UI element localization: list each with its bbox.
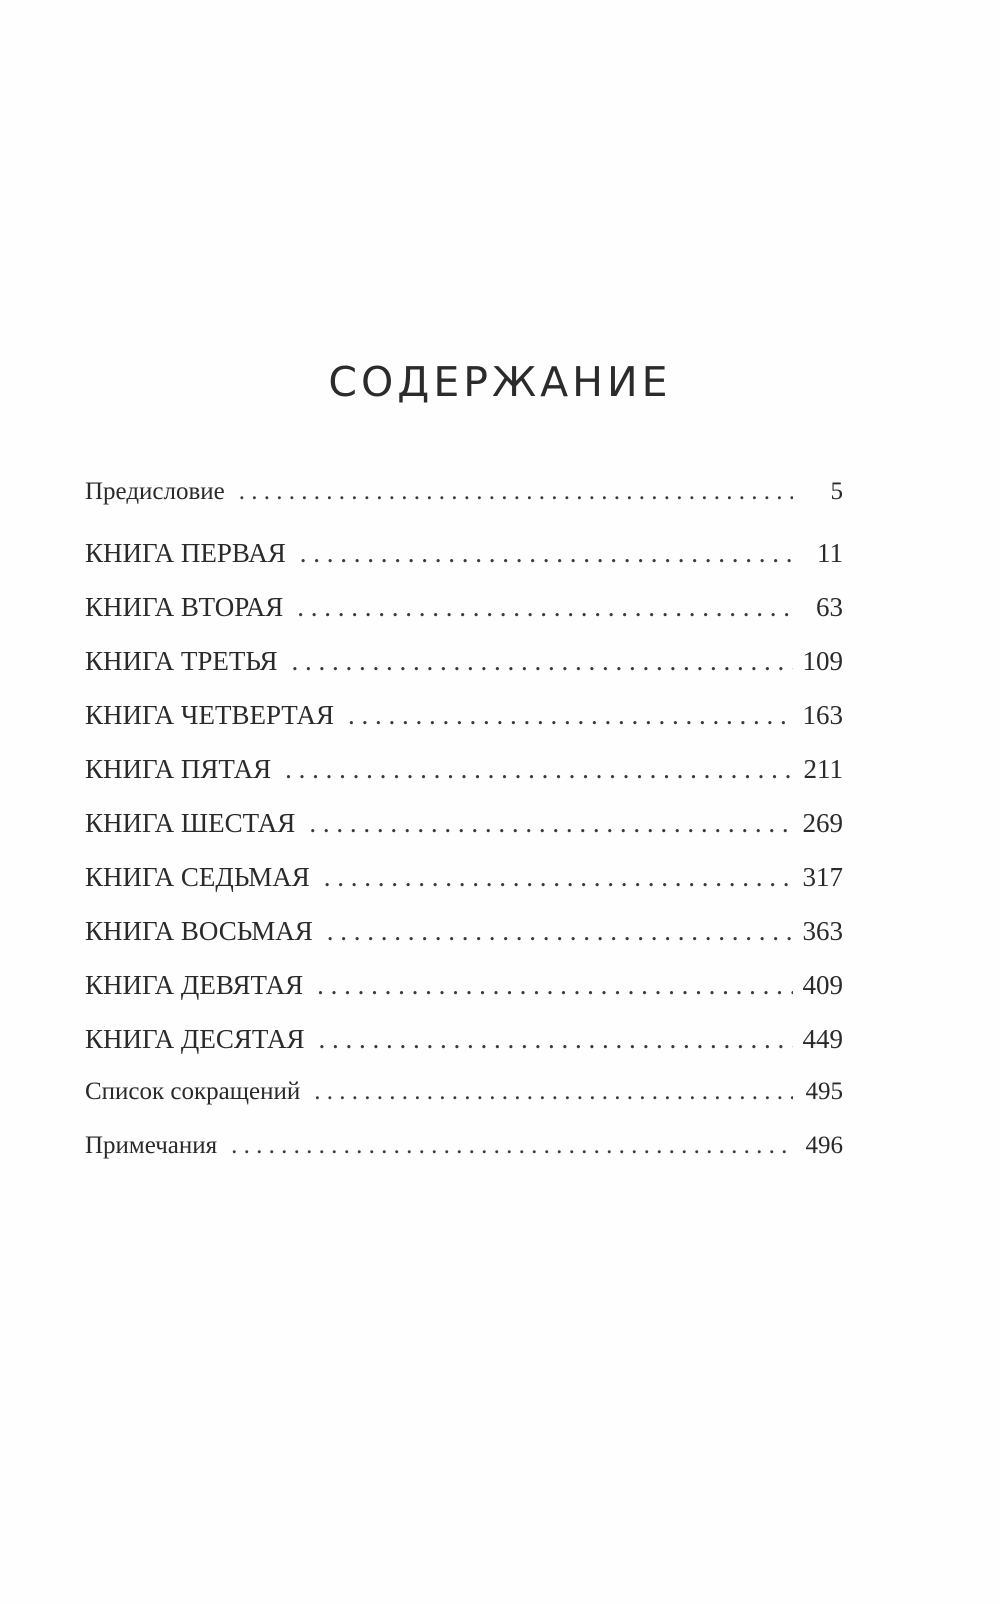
toc-entry-book-8 xyxy=(85,916,843,970)
toc-entry-page: 449 xyxy=(802,1024,843,1054)
toc-entry-book-7 xyxy=(85,862,843,916)
dot-leader xyxy=(292,646,793,677)
toc-entry-book-3 xyxy=(85,646,843,700)
toc-entry-label: КНИГА ЧЕТВЕРТАЯ xyxy=(85,700,334,730)
page-title: СОДЕРЖАНИЕ xyxy=(328,358,672,406)
toc-entry-page: 63 xyxy=(816,592,843,622)
dot-leader xyxy=(319,1024,793,1055)
toc-entry-preface xyxy=(85,478,843,538)
dot-leader xyxy=(317,970,792,1001)
dot-leader xyxy=(285,754,793,785)
toc-entry-label: КНИГА СЕДЬМАЯ xyxy=(85,862,310,892)
toc-entry-page: 317 xyxy=(802,862,843,892)
toc-entry-label: КНИГА ПЯТАЯ xyxy=(85,754,272,784)
toc-entry-page: 163 xyxy=(802,700,843,730)
toc-entry-label: КНИГА ВТОРАЯ xyxy=(85,592,284,622)
toc-entry-book-9 xyxy=(85,970,843,1024)
toc-entry-book-10 xyxy=(85,1024,843,1078)
toc-entry-abbreviations xyxy=(85,1078,843,1132)
toc-entry-page: 269 xyxy=(802,808,843,838)
dot-leader xyxy=(297,592,793,623)
toc-entry-label: КНИГА ТРЕТЬЯ xyxy=(85,646,278,676)
toc-entry-notes xyxy=(85,1132,843,1186)
dot-leader xyxy=(239,478,793,506)
toc-entry-book-6 xyxy=(85,808,843,862)
toc-entry-page: 496 xyxy=(805,1132,843,1159)
dot-leader xyxy=(327,916,793,947)
toc-entry-label: Предисловие xyxy=(85,478,225,505)
dot-leader xyxy=(348,700,793,731)
dot-leader xyxy=(309,808,792,839)
toc-entry-book-5 xyxy=(85,754,843,808)
toc-entry-label: Примечания xyxy=(85,1132,218,1159)
toc-entry-book-4 xyxy=(85,700,843,754)
toc-entry-label: КНИГА ДЕВЯТАЯ xyxy=(85,970,304,1000)
table-of-contents xyxy=(85,478,843,1186)
toc-entry-page: 211 xyxy=(803,754,843,784)
toc-entry-label: КНИГА ВОСЬМАЯ xyxy=(85,916,313,946)
toc-entry-page: 495 xyxy=(805,1078,843,1105)
toc-entry-book-2 xyxy=(85,592,843,646)
toc-entry-page: 11 xyxy=(817,538,843,568)
toc-entry-page: 5 xyxy=(830,478,843,505)
toc-entry-book-1 xyxy=(85,538,843,592)
dot-leader xyxy=(314,1078,793,1106)
toc-entry-label: Список сокращений xyxy=(85,1078,301,1105)
toc-entry-page: 409 xyxy=(802,970,843,1000)
toc-entry-page: 109 xyxy=(802,646,843,676)
dot-leader xyxy=(300,538,793,569)
dot-leader xyxy=(324,862,793,893)
toc-entry-label: КНИГА ДЕСЯТАЯ xyxy=(85,1024,305,1054)
toc-entry-page: 363 xyxy=(802,916,843,946)
dot-leader xyxy=(231,1132,793,1160)
toc-entry-label: КНИГА ПЕРВАЯ xyxy=(85,538,286,568)
toc-entry-label: КНИГА ШЕСТАЯ xyxy=(85,808,296,838)
